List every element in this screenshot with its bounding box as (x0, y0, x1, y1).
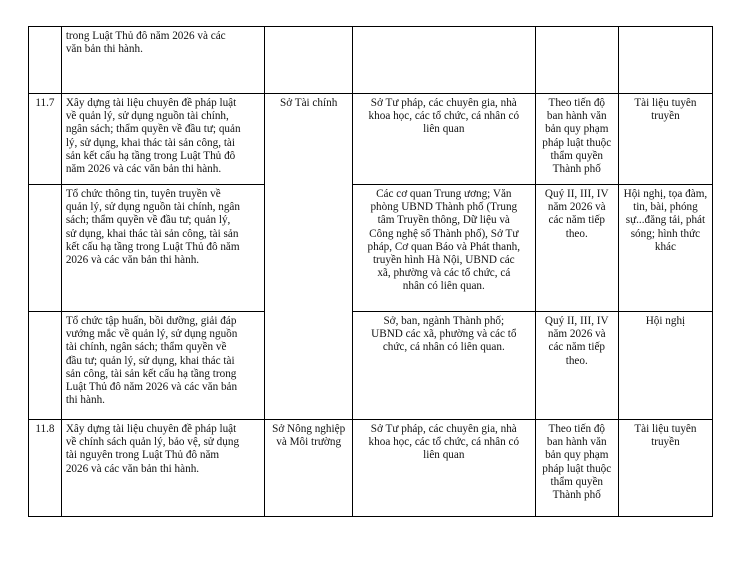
timeline-cell: Theo tiến độ ban hành văn bản quy phạm pháp luật thuộc thẩm quyền Thành phố (535, 420, 618, 517)
cooperating-agency-cell: Sở Tư pháp, các chuyên gia, nhà khoa học, các tổ chức, cá nhân có liên quan (352, 94, 535, 185)
task-cell: Tổ chức thông tin, tuyên truyền về quản lý, sử dụng nguồn tài chính, ngân sách; thẩm quyền về đầu tư; quản lý, sử dụng, khai thác tài sản công, tài sản kết cấu hạ tầng trong Luật Thủ đô năm 2026 và các văn bản thi hành. (61, 185, 265, 312)
row-number: 11.7 (29, 94, 62, 185)
cooperating-agency-cell: Các cơ quan Trung ương; Văn phòng UBND Thành phố (Trung tâm Truyền thông, Dữ liệu và Công nghệ số Thành phố), Sở Tư pháp, Cơ quan Báo và Phát thanh, truyền hình Hà Nội, UBND các xã, phường và các tổ chức, cá nhân có liên quan. (352, 185, 535, 312)
row-number (29, 27, 62, 94)
timeline-cell: Quý II, III, IV năm 2026 và các năm tiếp theo. (535, 312, 618, 420)
result-cell: Tài liệu tuyên truyền (618, 420, 712, 517)
table-row (29, 27, 713, 94)
plan-table (28, 26, 713, 517)
timeline-cell: Quý II, III, IV năm 2026 và các năm tiếp theo. (535, 185, 618, 312)
row-number: 11.8 (29, 420, 62, 517)
timeline-cell: Theo tiến độ ban hành văn bản quy phạm pháp luật thuộc thẩm quyền Thành phố (535, 94, 618, 185)
task-cell: Xây dựng tài liệu chuyên đề pháp luật về chính sách quản lý, bảo vệ, sử dụng tài nguyên trong Luật Thủ đô năm 2026 và các văn bản thi hành. (61, 420, 265, 517)
task-cell: trong Luật Thủ đô năm 2026 và các văn bản thi hành. (61, 27, 265, 94)
result-cell: Tài liệu tuyên truyền (618, 94, 712, 185)
table-row (29, 185, 713, 312)
timeline-cell (535, 27, 618, 94)
table-row (29, 420, 713, 517)
row-number (29, 312, 62, 420)
row-number (29, 185, 62, 312)
cooperating-agency-cell: Sở Tư pháp, các chuyên gia, nhà khoa học, các tổ chức, cá nhân có liên quan (352, 420, 535, 517)
result-cell: Hội nghị (618, 312, 712, 420)
lead-agency-cell: Sở Nông nghiệp và Môi trường (265, 420, 353, 517)
cooperating-agency-cell: Sở, ban, ngành Thành phố; UBND các xã, phường và các tổ chức, cá nhân có liên quan. (352, 312, 535, 420)
table-row (29, 312, 713, 420)
task-cell: Tổ chức tập huấn, bồi dưỡng, giải đáp vướng mắc về quản lý, sử dụng nguồn tài chính, ngân sách; thẩm quyền về đầu tư; quản lý, sử dụng, khai thác tài sản công, tài sản kết cấu hạ tầng trong Luật Thủ đô năm 2026 và các văn bản thi hành. (61, 312, 265, 420)
result-cell: Hội nghị, tọa đàm, tin, bài, phóng sự...đăng tải, phát sóng; hình thức khác (618, 185, 712, 312)
table-row (29, 94, 713, 185)
result-cell (618, 27, 712, 94)
task-cell: Xây dựng tài liệu chuyên đề pháp luật về quản lý, sử dụng nguồn tài chính, ngân sách; thẩm quyền về đầu tư; quản lý, sử dụng, khai thác tài sản công, tài sản kết cấu hạ tầng trong Luật Thủ đô năm 2026 và các văn bản thi hành. (61, 94, 265, 185)
lead-agency-cell (265, 27, 353, 94)
cooperating-agency-cell (352, 27, 535, 94)
lead-agency-cell: Sở Tài chính (265, 94, 353, 420)
